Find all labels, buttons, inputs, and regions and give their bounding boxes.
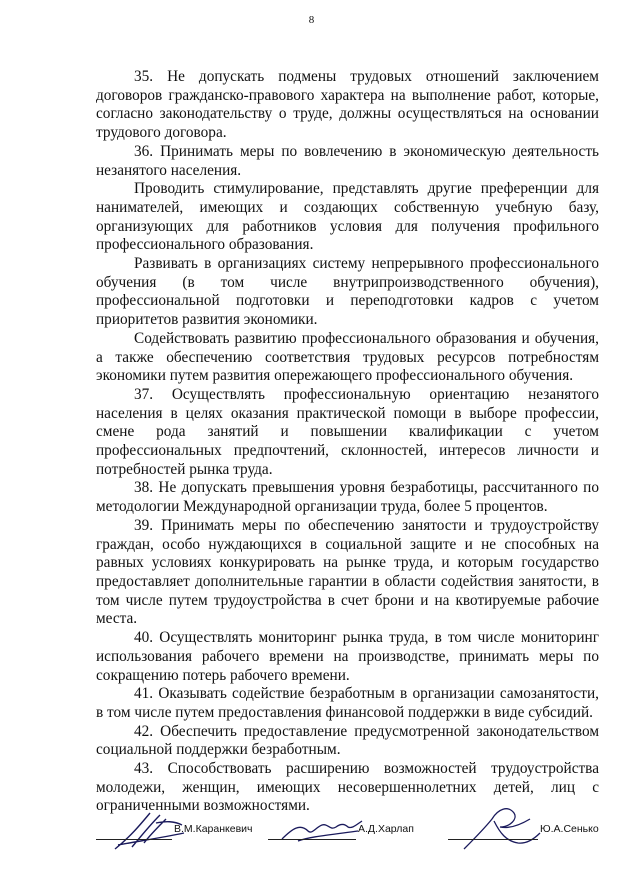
paragraph-43: 43. Способствовать расширению возможностей трудоустройства молодежи, женщин, имеющих несовершеннолетних детей, лиц с ограниченными возможностями. — [96, 760, 599, 815]
paragraph-39: 39. Принимать меры по обеспечению занятости и трудоустройству граждан, особо нуждающихся в социальной защите и не способных на равных условиях конкурировать на рынке труда, и которым государство предоставляет дополнительные гарантии в области содействия занятости, в том числе путем трудоустройства в счет брони и на квотируемые рабочие места. — [96, 516, 599, 628]
signature-line-3 — [448, 839, 538, 840]
handwritten-signature-2 — [278, 809, 368, 849]
paragraph-36: 36. Принимать меры по вовлечению в экономическую деятельность незанятого населения. — [96, 142, 599, 179]
paragraph-41: 41. Оказывать содействие безработным в организации самозанятости, в том числе путем предоставления финансовой поддержки в виде субсидий. — [96, 685, 599, 721]
paragraph-36-education-support: Содействовать развитию профессионального образования и обучения, а также обеспечению соответствия трудовых ресурсов потребностям экономики путем развития опережающего профессионального обучения. — [96, 329, 599, 385]
page-number: 8 — [308, 14, 315, 26]
signature-block — [96, 805, 599, 865]
signature-senko — [448, 823, 599, 843]
paragraph-36-continuous-training: Развивать в организациях систему непрерывного профессионального обучения (в том числе внутрипроизводственного обучения), профессиональной подготовки и переподготовки кадров с учетом приоритетов развития экономики. — [96, 255, 599, 329]
paragraph-36-stimulation: Проводить стимулирование, представлять другие преференции для нанимателей, имеющих и создающих собственную учебную базу, организующих для работников условия для получения профильного профессионального образования. — [96, 180, 599, 254]
paragraph-40: 40. Осуществлять мониторинг рынка труда, в том числе мониторинг использования рабочего времени на производстве, принимать меры по сокращению потерь рабочего времени. — [96, 629, 599, 684]
signatory-name-3: Ю.А.Сенько — [540, 823, 599, 835]
signature-karankevich — [96, 823, 261, 843]
document-body — [96, 68, 599, 816]
paragraph-42: 42. Обеспечить предоставление предусмотренной законодательством социальной поддержки безработным. — [96, 722, 599, 759]
handwritten-signature-3 — [454, 799, 544, 854]
signatory-name-1: В.М.Каранкевич — [174, 823, 253, 835]
signature-kharlap — [268, 823, 438, 843]
paragraph-35: 35. Не допускать подмены трудовых отношений заключением договоров гражданско-правового характера на выполнение работ, которые, согласно законодательству о труде, должны осуществляться на основании трудового договора. — [96, 68, 599, 142]
signature-line-1 — [96, 839, 172, 840]
paragraph-37: 37. Осуществлять профессиональную ориентацию незанятого населения в целях оказания практической помощи в выборе профессии, смене рода занятий и повышении квалификации с учетом профессиональных предпочтений, склонностей, интересов личности и потребностей рынка труда. — [96, 385, 599, 478]
paragraph-38: 38. Не допускать превышения уровня безработицы, рассчитанного по методологии Международной организации труда, более 5 процентов. — [96, 479, 599, 516]
signature-line-2 — [268, 839, 356, 840]
signatory-name-2: А.Д.Харлап — [358, 823, 414, 835]
